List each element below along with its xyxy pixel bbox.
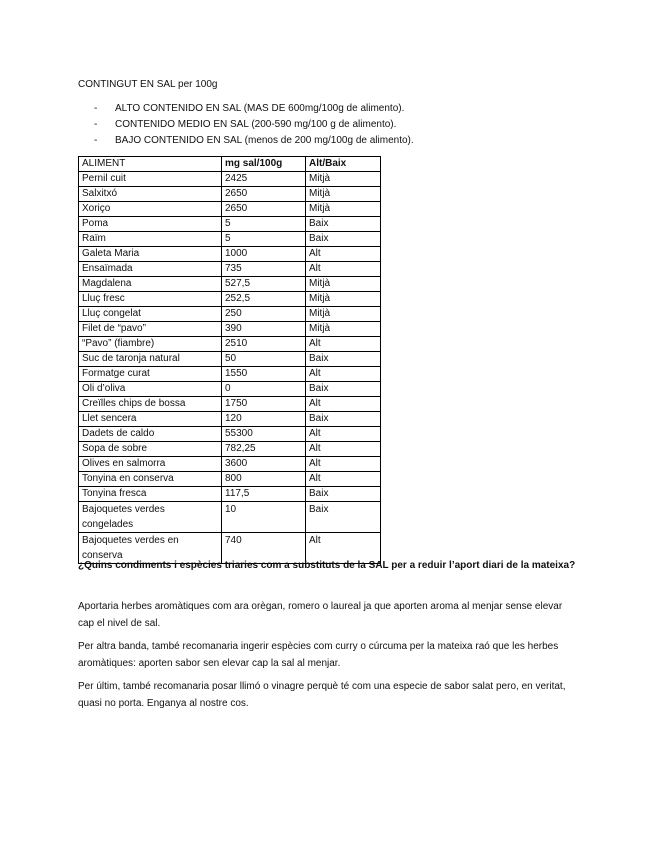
food-cell: Formatge curat [79, 367, 222, 382]
food-cell: Pernil cuit [79, 172, 222, 187]
table-row [79, 487, 381, 502]
table-row [79, 217, 381, 232]
list-item [94, 117, 414, 133]
answer-paragraph-spices: Per altra banda, també recomanaria ingerir espècies com curry o cúrcuma per la mateixa raó que les herbes aromàtiques: aporten sabor sen elevar cap la sal al menjar. [78, 641, 559, 669]
food-cell: Llet sencera [79, 412, 222, 427]
table-row [79, 172, 381, 187]
level-cell: Baix [306, 352, 381, 367]
salt-value-cell: 117,5 [222, 487, 306, 502]
salt-value-cell: 50 [222, 352, 306, 367]
table-row [79, 502, 381, 533]
level-cell: Baix [306, 382, 381, 397]
level-cell: Alt [306, 247, 381, 262]
level-cell: Baix [306, 412, 381, 427]
level-cell: Alt [306, 337, 381, 352]
level-cell: Mitjà [306, 202, 381, 217]
food-cell: Xoriço [79, 202, 222, 217]
level-cell: Mitjà [306, 187, 381, 202]
level-cell: Alt [306, 442, 381, 457]
salt-value-cell: 1000 [222, 247, 306, 262]
food-cell: Lluç fresc [79, 292, 222, 307]
salt-value-cell: 5 [222, 232, 306, 247]
table-row [79, 307, 381, 322]
food-cell: Galeta Maria [79, 247, 222, 262]
salt-value-cell: 55300 [222, 427, 306, 442]
table-row [79, 232, 381, 247]
table-row [79, 322, 381, 337]
salt-value-cell: 120 [222, 412, 306, 427]
column-header-level: Alt/Baix [306, 157, 381, 172]
level-cell: Baix [306, 232, 381, 247]
salt-level-list [94, 101, 414, 149]
table-row [79, 277, 381, 292]
food-cell: Bajoquetes verdes en conserva [79, 533, 222, 564]
table-header-row [79, 157, 381, 172]
table-row [79, 397, 381, 412]
food-cell: Dadets de caldo [79, 427, 222, 442]
salt-value-cell: 2650 [222, 202, 306, 217]
list-item [94, 133, 414, 149]
salt-value-cell: 740 [222, 533, 306, 564]
level-cell: Alt [306, 457, 381, 472]
level-cell: Baix [306, 217, 381, 232]
table-row [79, 412, 381, 427]
salt-value-cell: 0 [222, 382, 306, 397]
food-cell: Filet de “pavo” [79, 322, 222, 337]
list-dash: - [94, 135, 98, 146]
document-heading: CONTINGUT EN SAL per 100g [78, 79, 218, 90]
salt-value-cell: 527,5 [222, 277, 306, 292]
food-cell: Creïlles chips de bossa [79, 397, 222, 412]
level-cell: Alt [306, 427, 381, 442]
table-row [79, 292, 381, 307]
food-cell: Lluç congelat [79, 307, 222, 322]
table-row [79, 382, 381, 397]
food-cell: Bajoquetes verdes congelades [79, 502, 222, 533]
level-cell: Alt [306, 397, 381, 412]
salt-value-cell: 782,25 [222, 442, 306, 457]
answer-paragraph-lemon: Per últim, també recomanaria posar llimó o vinagre perquè té com una especie de sabor salat pero, en veritat, quasi no porta. Enganya al nostre cos. [78, 681, 566, 709]
level-cell: Alt [306, 472, 381, 487]
salt-value-cell: 390 [222, 322, 306, 337]
level-medium-text: CONTENIDO MEDIO EN SAL (200-590 mg/100 g de alimento). [115, 119, 397, 130]
level-low-text: BAJO CONTENIDO EN SAL (menos de 200 mg/100g de alimento). [115, 135, 414, 146]
list-dash: - [94, 119, 98, 130]
salt-value-cell: 5 [222, 217, 306, 232]
food-cell: Sopa de sobre [79, 442, 222, 457]
answer-paragraph-herbs: Aportaria herbes aromàtiques com ara orègan, romero o laureal ja que aporten aroma al menjar sense elevar cap el nivel de sal. [78, 601, 563, 629]
salt-value-cell: 3600 [222, 457, 306, 472]
level-cell: Baix [306, 502, 381, 533]
level-cell: Alt [306, 533, 381, 564]
salt-value-cell: 1550 [222, 367, 306, 382]
level-cell: Alt [306, 367, 381, 382]
food-cell: “Pavo” (fiambre) [79, 337, 222, 352]
list-dash: - [94, 103, 98, 114]
question-text: ¿Quins condiments i espècies triaries com a substituts de la SAL per a reduir l’aport diari de la mateixa? [78, 560, 576, 571]
table-row [79, 442, 381, 457]
table-row [79, 202, 381, 217]
table-row [79, 247, 381, 262]
food-cell: Raïm [79, 232, 222, 247]
salt-value-cell: 252,5 [222, 292, 306, 307]
food-cell: Salxitxó [79, 187, 222, 202]
level-cell: Mitjà [306, 307, 381, 322]
level-cell: Mitjà [306, 277, 381, 292]
salt-value-cell: 2510 [222, 337, 306, 352]
salt-value-cell: 2650 [222, 187, 306, 202]
salt-value-cell: 1750 [222, 397, 306, 412]
food-cell: Oli d’oliva [79, 382, 222, 397]
salt-content-table [78, 156, 381, 564]
table-row [79, 187, 381, 202]
food-cell: Tonyina en conserva [79, 472, 222, 487]
level-high-text: ALTO CONTENIDO EN SAL (MAS DE 600mg/100g de alimento). [115, 103, 405, 114]
table-row [79, 427, 381, 442]
food-cell: Ensaïmada [79, 262, 222, 277]
salt-value-cell: 800 [222, 472, 306, 487]
column-header-salt: mg sal/100g [222, 157, 306, 172]
table-body [79, 172, 381, 564]
level-cell: Alt [306, 262, 381, 277]
salt-value-cell: 735 [222, 262, 306, 277]
level-cell: Baix [306, 487, 381, 502]
table-row [79, 337, 381, 352]
table-row [79, 262, 381, 277]
food-cell: Poma [79, 217, 222, 232]
level-cell: Mitjà [306, 292, 381, 307]
column-header-food: ALIMENT [79, 157, 222, 172]
salt-value-cell: 2425 [222, 172, 306, 187]
list-item [94, 101, 414, 117]
table-row [79, 352, 381, 367]
food-cell: Magdalena [79, 277, 222, 292]
food-cell: Olives en salmorra [79, 457, 222, 472]
table-row [79, 457, 381, 472]
level-cell: Mitjà [306, 322, 381, 337]
table-row [79, 472, 381, 487]
food-cell: Suc de taronja natural [79, 352, 222, 367]
food-cell: Tonyina fresca [79, 487, 222, 502]
salt-value-cell: 250 [222, 307, 306, 322]
salt-value-cell: 10 [222, 502, 306, 533]
table-row [79, 367, 381, 382]
level-cell: Mitjà [306, 172, 381, 187]
